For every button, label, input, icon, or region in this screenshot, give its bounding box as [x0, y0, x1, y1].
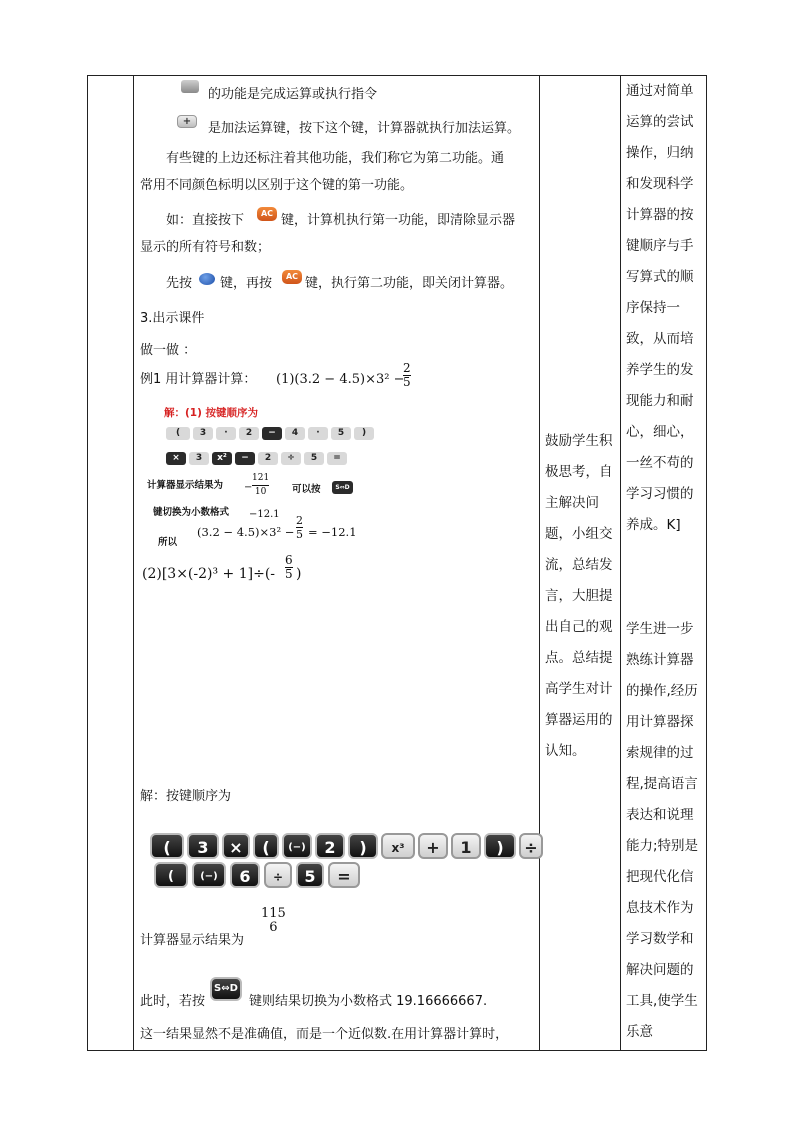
fraction-denominator: 5 — [296, 528, 303, 541]
column-divider — [133, 76, 134, 1050]
minus-sign: − — [244, 482, 253, 493]
calc-key: ÷ — [264, 862, 292, 888]
calc-key: ) — [348, 833, 378, 859]
text-line: 键，执行第二功能，即关闭计算器。 — [305, 276, 514, 291]
math-expression: (2)[3×(-2)³ + 1]÷(- — [142, 566, 276, 582]
solution-label: 解：(1) 按键顺序为 — [164, 407, 259, 419]
fraction-numerator: 115 — [261, 906, 286, 921]
ac-key-icon: AC — [282, 270, 302, 284]
key-sequence-row — [154, 862, 360, 888]
key-sequence-row — [166, 427, 374, 440]
fraction-denominator: 5 — [403, 375, 411, 389]
text-line: 此时，若按 — [140, 994, 206, 1009]
math-fraction — [296, 514, 303, 541]
math-expression: (1)(3.2 − 4.5)×3² − — [276, 372, 405, 387]
text-line: 有些键的上边还标注着其他功能，我们称它为第二功能。通 — [166, 151, 505, 166]
calc-key: 2 — [239, 427, 259, 440]
math-expression: ) — [296, 566, 302, 582]
text-line: 显示的所有符号和数； — [140, 240, 271, 255]
design-intent-text: 学生进一步熟练计算器的操作,经历用计算器探索规律的过程,提高语言表达和说理能力;特别是把现代化信息技术作为学习数学和解决问题的工具,使学生乐意 — [626, 621, 699, 1040]
calc-key: ÷ — [281, 452, 301, 465]
column-divider — [539, 76, 540, 1050]
text-line: 是加法运算键，按下这个键，计算器就执行加法运算。 — [208, 121, 521, 136]
math-fraction — [403, 362, 411, 389]
calc-key: ( — [150, 833, 184, 859]
calc-key: · — [216, 427, 236, 440]
calc-key: 6 — [230, 862, 260, 888]
example-label: 例1 用计算器计算： — [140, 372, 257, 387]
calc-key: ) — [354, 427, 374, 440]
result-fraction — [261, 907, 286, 934]
fraction-denominator: 5 — [285, 567, 293, 581]
fraction-numerator: 6 — [285, 553, 293, 567]
calc-key: x² — [212, 452, 232, 465]
shift-key-icon — [199, 273, 215, 285]
calc-key: + — [418, 833, 448, 859]
calc-key: 1 — [451, 833, 481, 859]
text-line: 先按 — [166, 276, 193, 291]
calc-key: = — [328, 862, 360, 888]
decimal-result: −12.1 — [249, 509, 280, 520]
calc-key: ÷ — [519, 833, 543, 859]
result-label: 计算器显示结果为 — [147, 480, 224, 491]
fraction-numerator: 121 — [252, 473, 270, 483]
calc-key: ( — [154, 862, 188, 888]
calc-key: 3 — [187, 833, 219, 859]
key-sequence-row — [166, 452, 347, 465]
text-line: 键，计算机执行第一功能，即清除显示器 — [281, 213, 516, 228]
ac-key-icon: AC — [257, 207, 277, 221]
result-label: 计算器显示结果为 — [140, 933, 245, 948]
sd-key-icon: S⇔D — [210, 977, 242, 1001]
solution-label: 解：按键顺序为 — [140, 789, 232, 804]
fraction-numerator: 2 — [403, 361, 411, 375]
calc-key: 2 — [315, 833, 345, 859]
calc-key: 4 — [285, 427, 305, 440]
result-fraction — [252, 472, 269, 499]
calc-key: ) — [484, 833, 516, 859]
calc-key: (−) — [282, 833, 312, 859]
calc-key: × — [222, 833, 250, 859]
calc-key: = — [327, 452, 347, 465]
calc-key: (−) — [192, 862, 226, 888]
column-divider — [620, 76, 621, 1050]
section-heading: 3.出示课件 — [140, 311, 205, 326]
text-line: 所以 — [158, 537, 178, 548]
text-line: 键切换为小数格式 — [153, 507, 230, 518]
calc-key: x³ — [381, 833, 415, 859]
calc-key: 5 — [296, 862, 324, 888]
calc-key: · — [308, 427, 328, 440]
text-line: 键，再按 — [220, 276, 273, 291]
fraction-denominator: 6 — [269, 920, 278, 935]
calc-key: 5 — [304, 452, 324, 465]
calc-key: 2 — [258, 452, 278, 465]
fraction-numerator: 2 — [296, 514, 303, 527]
calc-key: 3 — [193, 427, 213, 440]
text-line: 键则结果切换为小数格式 19.16666667. — [249, 994, 488, 1009]
sd-key-icon: S⇔D — [332, 481, 353, 494]
key-sequence-row — [150, 833, 543, 859]
calc-key: − — [235, 452, 255, 465]
text-line: 这一结果显然不是准确值，而是一个近似数.在用计算器计算时， — [140, 1027, 509, 1042]
text-line: 可以按 — [292, 484, 321, 495]
calc-key: 3 — [189, 452, 209, 465]
text-line: 如：直接按下 — [166, 213, 245, 228]
fraction-denominator: 10 — [254, 487, 267, 497]
math-result: = −12.1 — [308, 525, 357, 539]
text-line: 的功能是完成运算或执行指令 — [208, 87, 378, 102]
calc-key: − — [262, 427, 282, 440]
calc-key: ( — [166, 427, 190, 440]
design-intent-text: 通过对简单运算的尝试操作，归纳和发现科学计算器的按键顺序与手写算式的顺序保持一致，从而培养学生的发现能力和耐心，细心，一丝不苟的学习习惯的养成。K] — [626, 83, 694, 533]
calc-key: ( — [253, 833, 279, 859]
text-line: 常用不同颜色标明以区别于这个键的第一功能。 — [140, 178, 414, 193]
math-fraction — [285, 554, 293, 581]
calc-key: 5 — [331, 427, 351, 440]
calc-key: × — [166, 452, 186, 465]
math-expression: (3.2 − 4.5)×3² − — [197, 525, 295, 539]
text-line: 做一做 ： — [140, 343, 197, 358]
student-activity-text: 鼓励学生积极思考，自主解决问题，小组交流，总结发言，大胆提出自己的观点。总结提高学生对计算器运用的认知。 — [545, 433, 613, 759]
plus-key-icon: + — [177, 115, 197, 128]
equals-key-icon — [181, 80, 199, 93]
